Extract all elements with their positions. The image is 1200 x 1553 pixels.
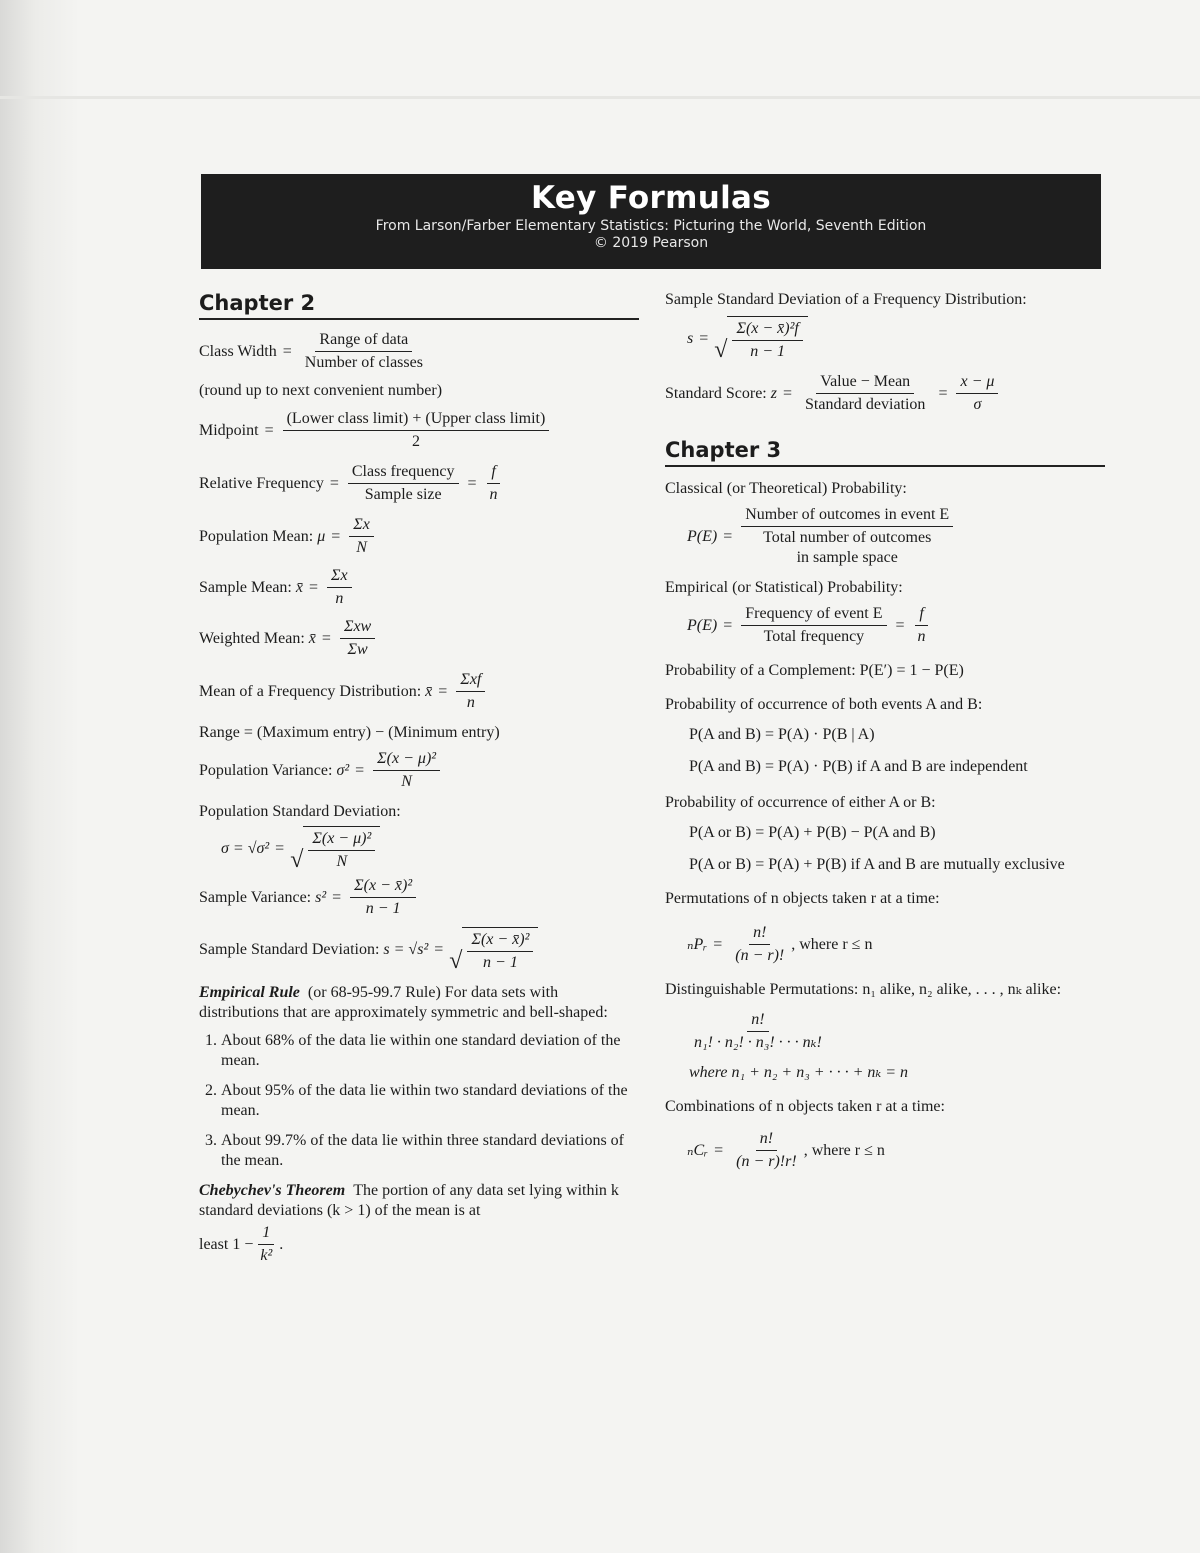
sample-sd-formula: Sample Standard Deviation: s = √s² = √ $\frac{\text{Σ(x − x̄)²}}{n - 1}$ [199,927,639,973]
page-title: Key Formulas [531,180,771,216]
population-variance-formula: Population Variance: σ² = $\frac{\text{Σ(x − μ)²}}{N}$ [199,749,639,792]
sample-sd-frequency-label: Sample Standard Deviation of a Frequency Distribution: [665,291,1027,308]
empirical-item: 2. About 95% of the data lie within two standard deviations of the mean. [221,1081,639,1121]
standard-score-formula: Standard Score: z = $\frac{\text{Value − Mean}}{\text{Standard deviation}}$ = $\frac{x - \mu}{\sigma}$ [665,372,1105,415]
empirical-rule-list [199,1031,639,1171]
either-events-label: Probability of occurrence of either A or B: [665,794,936,812]
both-events-formula-1: P(A and B) = P(A) · P(B | A) [689,726,875,744]
distinguishable-permutations-formula: $\frac{n!}{\text{n₁! · n₂! · n₃! · · · nₖ!}}$ [694,1011,822,1052]
combinations-label: Combinations of n objects taken r at a time: [665,1098,945,1116]
classical-probability-formula: P(E) = Number of outcomes in event E Total number of outcomes in sample space [687,505,1105,568]
empirical-rule: Empirical Rule (or 68-95-99.7 Rule) For data sets with distributions that are approximately symmetric and bell-shaped: [199,984,608,1022]
copyright-line: © 2019 Pearson [593,235,709,251]
sample-mean-formula: Sample Mean: x̄ = $\frac{\Sigma x}{n}$ [199,566,639,609]
chebychev-formula: least 1 − $\frac{1}{\text{k²}}$ . [199,1224,284,1265]
distinguishable-permutations-where: where n₁ + n₂ + n₃ + · · · + nₖ = n [689,1064,909,1082]
empirical-item: 3. About 99.7% of the data lie within three standard deviations of the mean. [221,1131,639,1171]
population-sd-label: Population Standard Deviation: [199,803,401,821]
header-banner [201,174,1101,269]
both-events-label: Probability of occurrence of both events A and B: [665,696,983,714]
weighted-mean-formula: Weighted Mean: x̄ = $\frac{\text{Σxw}}{\Sigma w}$ [199,617,639,660]
distinguishable-permutations-label: Distinguishable Permutations: n₁ alike, n₂ alike, . . . , nₖ alike: [665,981,1062,999]
range-formula: Range = (Maximum entry) − (Minimum entry) [199,724,500,742]
source-line: From Larson/Farber Elementary Statistics: Picturing the World, Seventh Edition [375,218,927,234]
midpoint-formula: Midpoint = $\frac{\text{(Lower class limit) + (Upper class limit)}}{2}$ [199,409,639,452]
population-sd-formula: σ = √σ² = √ $\frac{\text{Σ(x − μ)²}}{N}$ [221,826,639,872]
right-column [665,290,1105,1172]
either-events-formula-2: P(A or B) = P(A) + P(B) if A and B are mutually exclusive [689,856,1065,874]
sample-variance-formula: Sample Variance: s² = $\frac{\text{Σ(x − x̄)²}}{n - 1}$ [199,876,639,919]
chebychev-theorem: Chebychev's Theorem The portion of any data set lying within k standard deviations (k > 1) of the mean is at [199,1182,619,1220]
combinations-formula: ₙCᵣ = $\frac{n!}{(n - r)!r!}$ , where r ≤ n [687,1130,885,1171]
frequency-mean-formula: Mean of a Frequency Distribution: x̄ = $\frac{\text{Σxf}}{n}$ [199,670,639,713]
classical-probability-label: Classical (or Theoretical) Probability: [665,480,907,498]
permutations-formula: ₙPᵣ = $\frac{n!}{(n - r)!}$ , where r ≤ n [687,924,873,965]
class-width-formula: Class Width = $\frac{\text{Range of data}}{\text{Number of classes}}$ [199,331,423,372]
chapter2-heading: Chapter 2 [199,290,639,320]
empirical-probability-label: Empirical (or Statistical) Probability: [665,579,903,597]
chapter3-heading: Chapter 3 [665,437,1105,467]
empirical-item: 1. About 68% of the data lie within one standard deviation of the mean. [221,1031,639,1071]
sample-sd-frequency-formula: s = √ $\frac{\text{Σ(x − x̄)²f}}{n - 1}$ [687,316,1105,362]
scan-edge [0,0,80,1553]
population-mean-formula: Population Mean: μ = $\frac{\Sigma x}{N}$ [199,515,639,558]
class-width-note: (round up to next convenient number) [199,382,443,400]
either-events-formula-1: P(A or B) = P(A) + P(B) − P(A and B) [689,824,936,842]
empirical-probability-formula: P(E) = $\frac{\text{Frequency of event E}}{\text{Total frequency}}$ = $\frac{f}{n}$ [687,604,1105,647]
permutations-label: Permutations of n objects taken r at a time: [665,890,940,908]
both-events-formula-2: P(A and B) = P(A) · P(B) if A and B are independent [689,758,1028,776]
scan-line [0,96,1200,99]
relative-frequency-formula: Relative Frequency = $\frac{\text{Class frequency}}{\text{Sample size}}$ = $\frac{f}{n}$ [199,462,639,505]
left-column [199,290,639,1266]
complement-formula: Probability of a Complement: P(E′) = 1 − P(E) [665,662,964,680]
